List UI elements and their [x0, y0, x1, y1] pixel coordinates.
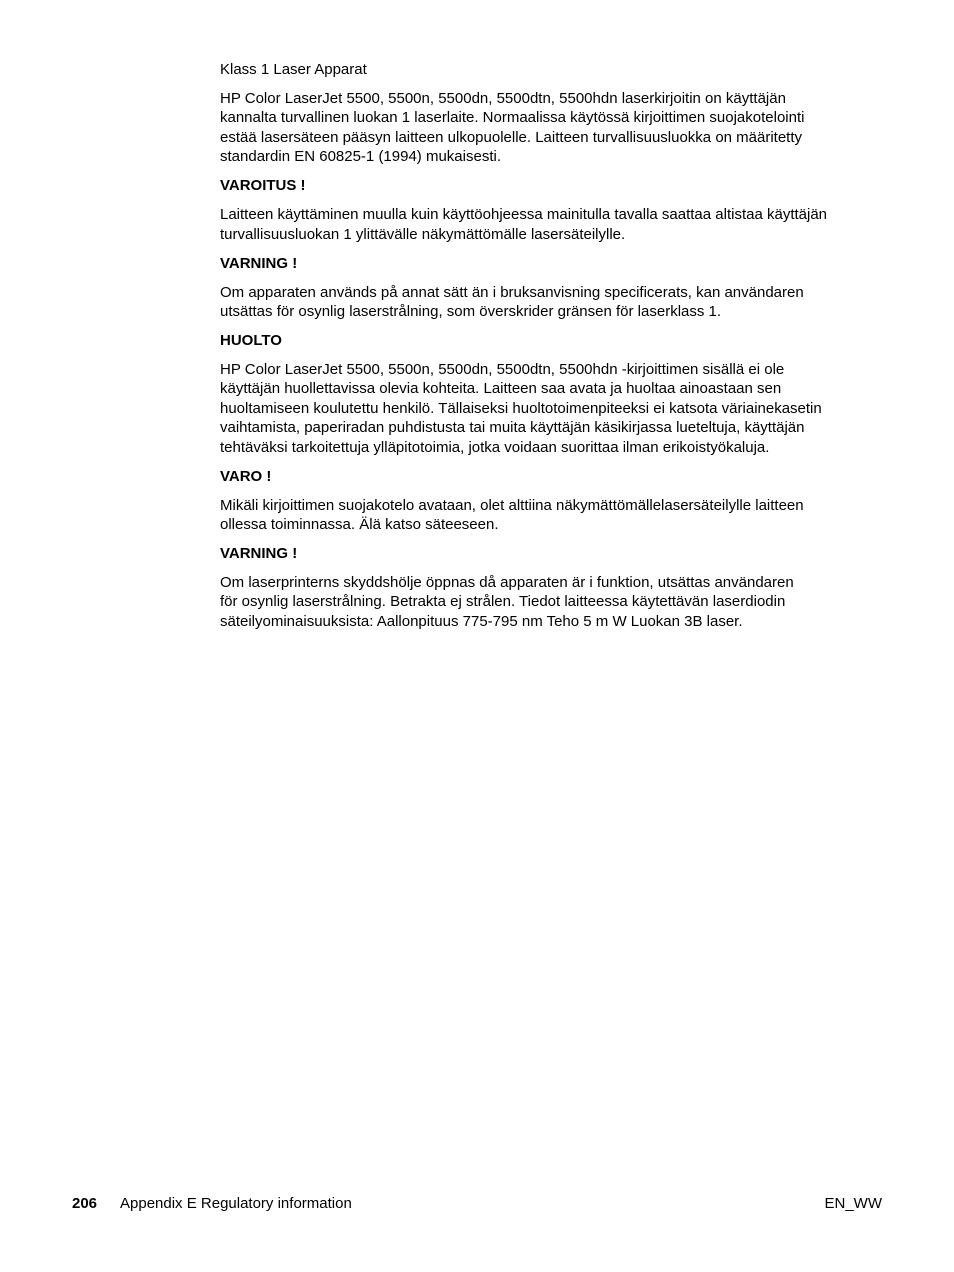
intro-title: Klass 1 Laser Apparat	[220, 61, 367, 78]
intro-paragraph: HP Color LaserJet 5500, 5500n, 5500dn, 5500dtn, 5500hdn laserkirjoitin on käyttäjän kannalta turvallinen luokan 1 laserlaite. Normaalissa käytössä kirjoittimen suojakotelointi estää lasersäteen pääsyn laitteen ulkopuolelle. Laitteen turvallisuusluokka on määritetty standardin EN 60825-1 (1994) mukaisesti.	[220, 90, 805, 166]
section-text-varoitus: Laitteen käyttäminen muulla kuin käyttöohjeessa mainitulla tavalla saattaa altistaa käyttäjän turvallisuusluokan 1 ylittävälle näkymättömälle lasersäteilylle.	[220, 206, 828, 243]
section-text-varning-1: Om apparaten används på annat sätt än i bruksanvisning specificerats, kan användaren utsättas för osynlig laserstrålning, som överskrider gränsen för laserklass 1.	[220, 283, 804, 321]
section-text-varo: Mikäli kirjoittimen suojakotelo avataan, olet alttiina näkymättömällelasersäteilylle laitteen ollessa toiminnassa. Älä katso säteeseen.	[220, 496, 804, 534]
page-number: 206	[72, 1195, 98, 1212]
section-heading-varning-1: VARNING !	[220, 254, 298, 272]
footer-code: EN_WW	[824, 1195, 882, 1212]
section-heading-huolto: HUOLTO	[220, 332, 282, 350]
section-text-varning-2: Om laserprinterns skyddshölje öppnas då apparaten är i funktion, utsättas användaren för osynlig laserstrålning. Betrakta ej strålen. Tiedot laitteessa käytettävän laserdiodin säteilyominaisuuksista: Aallonpituus 775-795 nm Teho 5 m W Luokan 3B laser.	[220, 574, 794, 630]
section-heading-varning-2: VARNING !	[220, 545, 298, 563]
page-footer	[72, 1193, 882, 1215]
section-text-huolto: HP Color LaserJet 5500, 5500n, 5500dn, 5500dtn, 5500hdn -kirjoittimen sisällä ei ole käyttäjän huollettavissa olevia kohteita. Laitteen saa avata ja huoltaa ainoastaan sen huoltamiseen koulutettu henkilö. Tällaiseksi huoltotoimenpiteeksi ei katsota väriainekasetin vaihtamista, paperiradan puhdistusta tai muita käyttäjän käsikirjassa lueteltuja, käyttäjän tehtäväksi tarkoitettuja ylläpitotoimia, jotka voidaan suorittaa ilman erikoistyökaluja.	[220, 361, 822, 456]
document-body	[220, 60, 875, 641]
section-heading-varoitus: VAROITUS !	[220, 177, 306, 195]
section-heading-varo: VARO !	[220, 467, 272, 485]
footer-title: Appendix E Regulatory information	[120, 1195, 352, 1212]
